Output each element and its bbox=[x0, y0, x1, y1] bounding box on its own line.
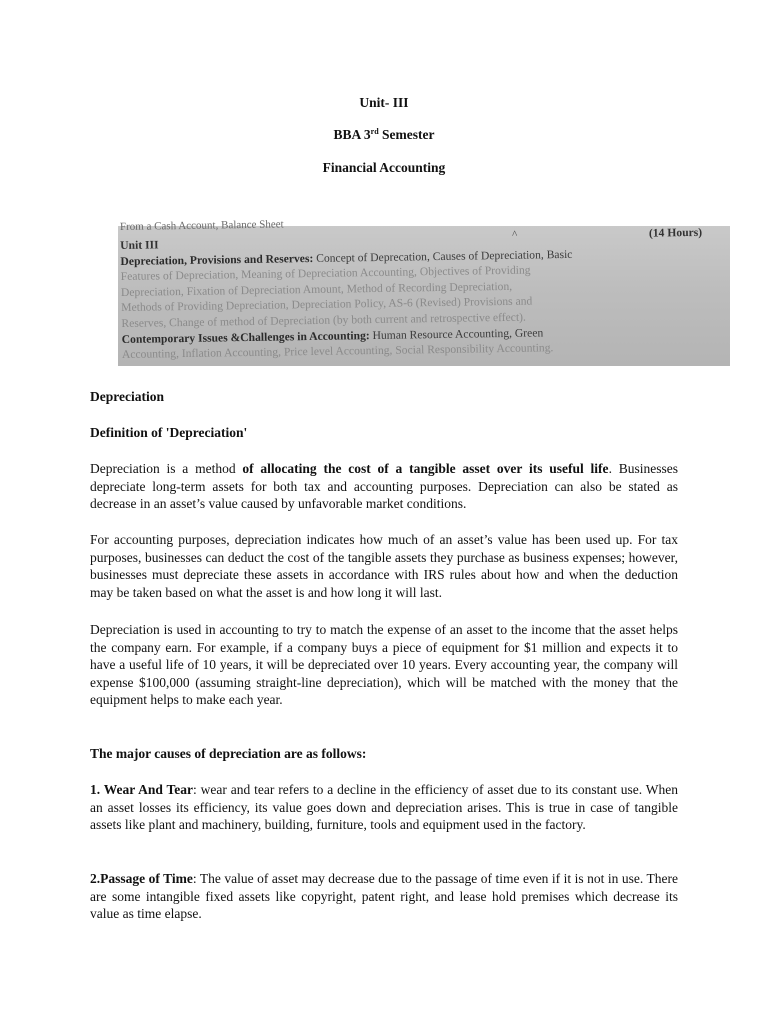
syllabus-unit: Unit III bbox=[120, 238, 159, 252]
subject-heading: Financial Accounting bbox=[322, 160, 446, 175]
syllabus-line-4: Methods of Providing Depreciation, Depreciation Policy, AS-6 (Revised) Provisions and bbox=[121, 294, 533, 315]
syllabus-cut-line: From a Cash Account, Balance Sheet bbox=[119, 218, 284, 233]
syllabus-topic-1: Depreciation, Provisions and Reserves: bbox=[120, 251, 314, 268]
syllabus-photo-text bbox=[120, 220, 762, 363]
syllabus-hours: (14 Hours) bbox=[648, 225, 703, 240]
syllabus-line-6-rest: Human Resource Accounting, Green bbox=[369, 325, 544, 342]
syllabus-line-2: Features of Depreciation, Meaning of Depreciation Accounting, Objectives of Providing bbox=[120, 263, 531, 284]
caret-mark: ^ bbox=[512, 228, 518, 241]
paragraph-wear-and-tear bbox=[90, 781, 678, 834]
cause-1-label: 1. Wear And Tear bbox=[90, 782, 194, 797]
heading-definition: Definition of 'Depreciation' bbox=[90, 425, 248, 440]
syllabus-topic-2: Contemporary Issues &Challenges in Accounting: bbox=[121, 328, 370, 346]
paragraph-definition-emphasis: of allocating the cost of a tangible asset over its useful life bbox=[242, 461, 609, 476]
syllabus-line-1-rest: Concept of Deprecation, Causes of Depreciation, Basic bbox=[313, 247, 573, 265]
syllabus-line-3: Depreciation, Fixation of Depreciation Amount, Method of Recording Depreciation, bbox=[120, 279, 513, 299]
paragraph-matching: Depreciation is used in accounting to try to match the expense of an asset to the income that the asset helps the company earn. For example, if a company buys a piece of equipment for $1 million and expects it to have a useful life of 10 years, it will be depreciated over 10 years. Every accounting year, the company will expense $100,000 (assuming straight-line depreciation), which will be matched with the money that the equipment helps to make each year. bbox=[90, 622, 678, 708]
semester-prefix: BBA 3 bbox=[333, 127, 371, 142]
syllabus-line-7: Accounting, Inflation Accounting, Price level Accounting, Social Responsibility Accounting. bbox=[121, 341, 554, 362]
cause-2-label: 2.Passage of Time bbox=[90, 871, 193, 886]
paragraph-definition-b: . Businesses depreciate long-term assets for both tax and accounting purposes. Depreciation can also be stated as decrease in an asset’s value caused by unfavorable market conditions. bbox=[90, 461, 678, 512]
heading-causes: The major causes of depreciation are as follows: bbox=[90, 746, 367, 761]
paragraph-passage-of-time bbox=[90, 870, 678, 923]
unit-heading: Unit- III bbox=[359, 95, 409, 110]
paragraph-definition-a: Depreciation is a method bbox=[90, 461, 243, 476]
paragraph-purposes: For accounting purposes, depreciation indicates how much of an asset’s value has been used up. For tax purposes, businesses can deduct the cost of the tangible assets they purchase as business expenses; however, businesses must depreciate these assets in accordance with IRS rules about how and when the deduction may be taken based on what the asset is and how long it will last. bbox=[90, 532, 678, 600]
semester-heading bbox=[0, 127, 768, 143]
heading-depreciation: Depreciation bbox=[90, 389, 164, 404]
cause-2-text: : The value of asset may decrease due to the passage of time even if it is not in use. There are some intangible fixed assets like copyright, patent right, and lease hold premises which decrease its value as time elapse. bbox=[90, 871, 679, 922]
paragraph-definition bbox=[90, 460, 678, 513]
semester-superscript: rd bbox=[370, 127, 379, 136]
syllabus-line-5: Reserves, Change of method of Depreciation (by both current and retrospective effect). bbox=[121, 310, 526, 330]
semester-suffix: Semester bbox=[378, 127, 435, 142]
syllabus-photo bbox=[118, 218, 730, 366]
cause-1-text: : wear and tear refers to a decline in the efficiency of asset due to its constant use. When an asset losses its efficiency, its value goes down and depreciation arises. This is true in case of tangible assets like plant and machinery, building, furniture, tools and equipment used in the factory. bbox=[90, 782, 678, 833]
